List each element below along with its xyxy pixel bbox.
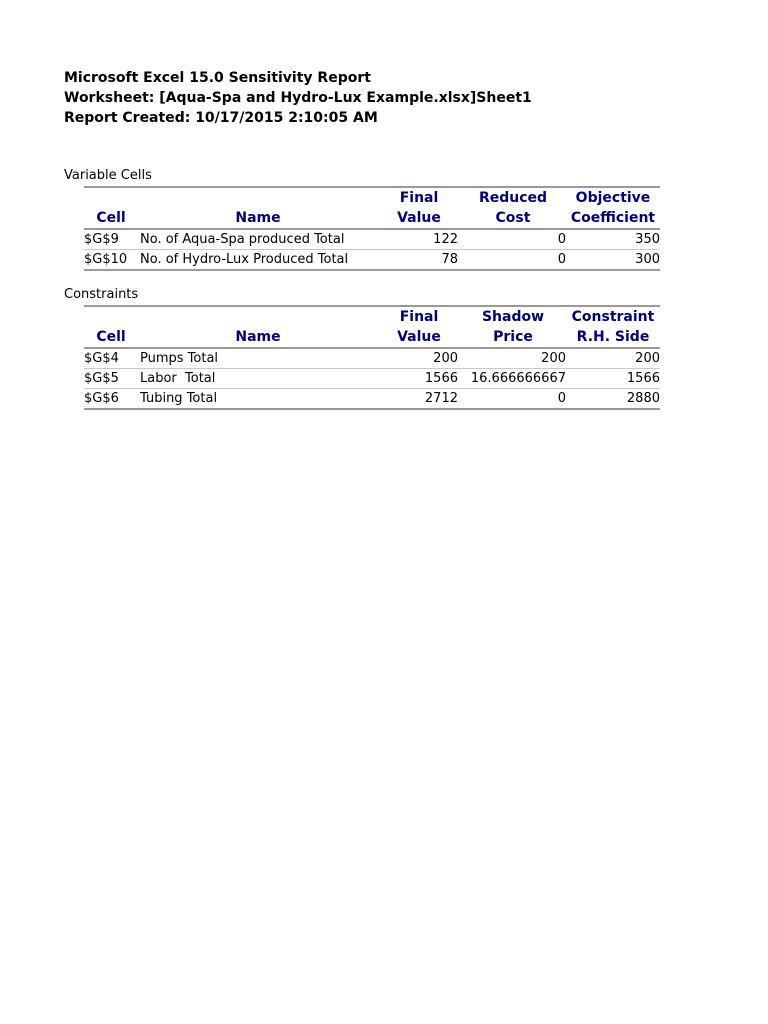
- cell-reduced-cost: 0: [460, 229, 566, 250]
- header-name-blank: [138, 306, 378, 327]
- report-title: Microsoft Excel 15.0 Sensitivity Report: [64, 70, 371, 86]
- cell-name: No. of Aqua-Spa produced Total: [138, 229, 378, 250]
- table-row: [84, 369, 660, 389]
- header-final-top: Final: [378, 306, 460, 327]
- cell-reduced-cost: 0: [460, 250, 566, 271]
- table-header-row: [84, 187, 660, 208]
- cell-final-value: 2712: [378, 389, 460, 410]
- header-name-blank: [138, 187, 378, 208]
- table-row: [84, 348, 660, 369]
- header-reduced-bottom: Cost: [460, 208, 566, 229]
- header-shadow-bottom: Price: [460, 327, 566, 348]
- header-final-bottom: Value: [378, 327, 460, 348]
- report-header: [64, 68, 532, 128]
- table-header-row: [84, 327, 660, 348]
- cell-ref: $G$4: [84, 348, 138, 369]
- header-objective-bottom: Coefficient: [566, 208, 660, 229]
- header-objective-top: Objective: [566, 187, 660, 208]
- report-created-label: Report Created: 10/17/2015 2:10:05 AM: [64, 110, 378, 126]
- cell-constraint-rh-side: 200: [566, 348, 660, 369]
- cell-shadow-price: 200: [460, 348, 566, 369]
- constraints-table: [84, 305, 660, 410]
- header-cell-blank: [84, 306, 138, 327]
- variable-cells-title: Variable Cells: [64, 168, 152, 183]
- header-cell: Cell: [84, 208, 138, 229]
- table-header-row: [84, 208, 660, 229]
- cell-ref: $G$10: [84, 250, 138, 271]
- cell-ref: $G$6: [84, 389, 138, 410]
- constraints-title: Constraints: [64, 287, 139, 302]
- cell-objective-coefficient: 300: [566, 250, 660, 271]
- header-name: Name: [138, 327, 378, 348]
- cell-name: No. of Hydro-Lux Produced Total: [138, 250, 378, 271]
- header-shadow-top: Shadow: [460, 306, 566, 327]
- header-reduced-top: Reduced: [460, 187, 566, 208]
- table-header-row: [84, 306, 660, 327]
- cell-final-value: 200: [378, 348, 460, 369]
- cell-objective-coefficient: 350: [566, 229, 660, 250]
- cell-shadow-price: 0: [460, 389, 566, 410]
- table-row: [84, 229, 660, 250]
- table-row: [84, 389, 660, 410]
- header-constraint-top: Constraint: [566, 306, 660, 327]
- cell-final-value: 122: [378, 229, 460, 250]
- header-cell-blank: [84, 187, 138, 208]
- cell-constraint-rh-side: 2880: [566, 389, 660, 410]
- variable-cells-table: [84, 186, 660, 271]
- cell-name: Tubing Total: [138, 389, 378, 410]
- table-row: [84, 250, 660, 271]
- cell-ref: $G$9: [84, 229, 138, 250]
- cell-name: Pumps Total: [138, 348, 378, 369]
- cell-ref: $G$5: [84, 369, 138, 389]
- cell-shadow-price: 16.666666667: [460, 369, 566, 389]
- header-final-bottom: Value: [378, 208, 460, 229]
- cell-constraint-rh-side: 1566: [566, 369, 660, 389]
- header-final-top: Final: [378, 187, 460, 208]
- header-constraint-bottom: R.H. Side: [566, 327, 660, 348]
- cell-final-value: 78: [378, 250, 460, 271]
- worksheet-label: Worksheet: [Aqua-Spa and Hydro-Lux Example.xlsx]Sheet1: [64, 90, 532, 106]
- header-name: Name: [138, 208, 378, 229]
- cell-name: Labor Total: [138, 369, 378, 389]
- header-cell: Cell: [84, 327, 138, 348]
- cell-final-value: 1566: [378, 369, 460, 389]
